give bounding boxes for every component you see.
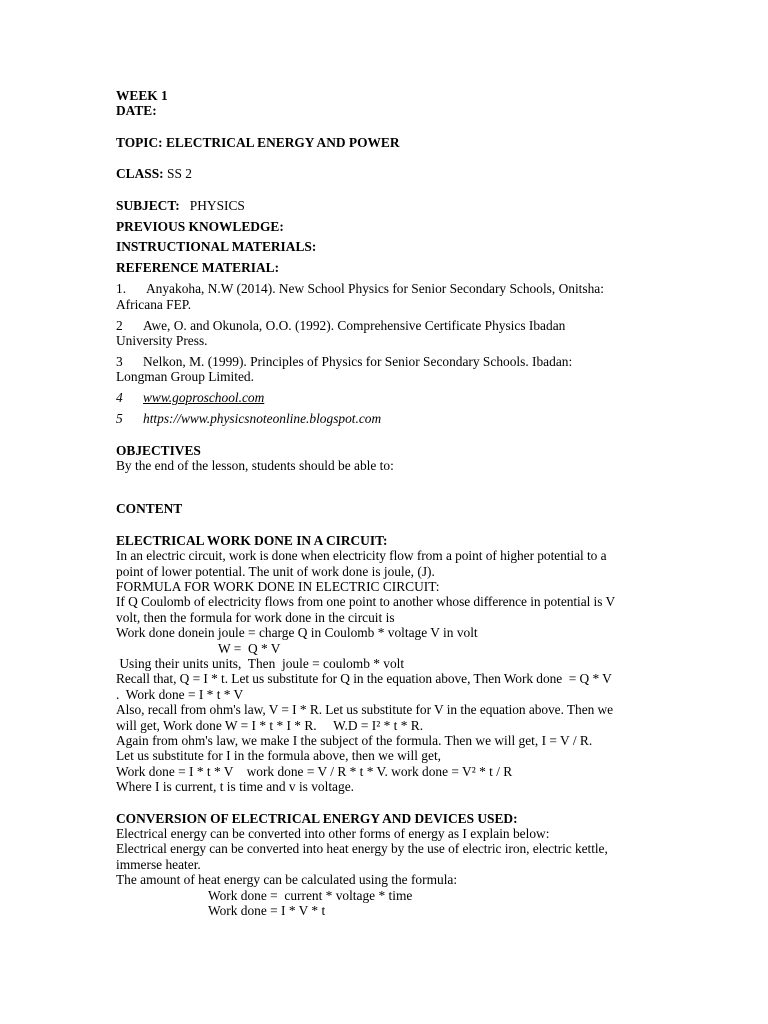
previous-knowledge-label: PREVIOUS KNOWLEDGE: bbox=[116, 218, 284, 234]
reference-text: Awe, O. and Okunola, O.O. (1992). Comprehensive Certificate Physics Ibadan bbox=[143, 317, 566, 333]
paragraph-line: point of lower potential. The unit of work done is joule, (J). bbox=[116, 563, 435, 579]
reference-text-continued: Africana FEP. bbox=[116, 296, 192, 312]
class-label: CLASS: bbox=[116, 166, 164, 182]
paragraph-line: Where I is current, t is time and v is voltage. bbox=[116, 779, 354, 795]
spacer bbox=[116, 473, 661, 501]
week-label: WEEK 1 bbox=[116, 88, 168, 103]
paragraph-line: Let us substitute for I in the formula above, then we will get, bbox=[116, 748, 442, 764]
paragraph-line: Electrical energy can be converted into other forms of energy as I explain below: bbox=[116, 826, 550, 842]
paragraph-line: will get, Work done W = I * t * I * R. W.D = I² * t * R. bbox=[116, 717, 424, 733]
spacer bbox=[116, 182, 661, 198]
reference-number: 5 bbox=[116, 411, 123, 427]
reference-item bbox=[116, 281, 661, 312]
topic-label: TOPIC: bbox=[116, 134, 163, 150]
formula-line: Work done = current * voltage * time bbox=[208, 887, 413, 903]
reference-link[interactable]: https://www.physicsnoteonline.blogspot.com bbox=[143, 411, 382, 427]
reference-text: Nelkon, M. (1999). Principles of Physics for Senior Secondary Schools. Ibadan: bbox=[143, 353, 573, 369]
topic-line bbox=[116, 135, 661, 150]
paragraph-line: FORMULA FOR WORK DONE IN ELECTRIC CIRCUIT: bbox=[116, 578, 440, 594]
formula-line: Work done = I * V * t bbox=[208, 903, 326, 919]
paragraph-line: immerse heater. bbox=[116, 856, 201, 872]
instructional-materials-label: INSTRUCTIONAL MATERIALS: bbox=[116, 239, 317, 255]
content-heading: CONTENT bbox=[116, 501, 183, 517]
reference-text-continued: University Press. bbox=[116, 332, 208, 348]
document-page bbox=[116, 88, 661, 918]
class-value: SS 2 bbox=[167, 166, 192, 182]
spacer bbox=[116, 119, 661, 135]
reference-item bbox=[116, 411, 661, 426]
paragraph-line: Electrical energy can be converted into heat energy by the use of electric iron, electric kettle, bbox=[116, 841, 608, 857]
paragraph-line: The amount of heat energy can be calculated using the formula: bbox=[116, 872, 458, 888]
reference-number: 4 bbox=[116, 390, 123, 406]
formula-line: W = Q * V bbox=[218, 640, 281, 656]
reference-number: 2 bbox=[116, 317, 123, 333]
paragraph-line: Again from ohm's law, we make I the subject of the formula. Then we will get, I = V / R. bbox=[116, 733, 593, 748]
objectives-intro: By the end of the lesson, students should be able to: bbox=[116, 457, 394, 473]
reference-number: 3 bbox=[116, 353, 123, 369]
reference-text-continued: Longman Group Limited. bbox=[116, 369, 254, 385]
paragraph-line: Using their units units, Then joule = coulomb * volt bbox=[116, 655, 405, 671]
reference-item bbox=[116, 390, 661, 405]
paragraph-line: Work done donein joule = charge Q in Coulomb * voltage V in volt bbox=[116, 625, 478, 641]
spacer bbox=[116, 795, 661, 811]
reference-number: 1. bbox=[116, 281, 127, 297]
class-line bbox=[116, 166, 661, 181]
objectives-heading: OBJECTIVES bbox=[116, 442, 201, 458]
date-label: DATE: bbox=[116, 103, 157, 119]
subject-line bbox=[116, 198, 661, 213]
subject-value: PHYSICS bbox=[189, 197, 245, 213]
subject-label: SUBJECT: bbox=[116, 197, 180, 213]
spacer bbox=[116, 427, 661, 443]
paragraph-line: Also, recall from ohm's law, V = I * R. Let us substitute for V in the equation above. Then we bbox=[116, 702, 614, 718]
reference-text: Anyakoha, N.W (2014). New School Physics for Senior Secondary Schools, Onitsha: bbox=[146, 281, 604, 297]
paragraph-line: volt, then the formula for work done in the circuit is bbox=[116, 609, 395, 625]
reference-link[interactable]: www.goproschool.com bbox=[143, 390, 265, 406]
topic-value: ELECTRICAL ENERGY AND POWER bbox=[166, 134, 400, 150]
reference-list bbox=[116, 281, 661, 426]
paragraph-line: In an electric circuit, work is done when electricity flow from a point of higher potential to a bbox=[116, 548, 607, 564]
paragraph-line: If Q Coulomb of electricity flows from one point to another whose difference in potential is V bbox=[116, 594, 616, 610]
spacer bbox=[116, 517, 661, 533]
reference-item bbox=[116, 354, 661, 385]
paragraph-line: Work done = I * t * V work done = V / R * t * V. work done = V² * t / R bbox=[116, 763, 513, 779]
reference-material-label: REFERENCE MATERIAL: bbox=[116, 260, 280, 276]
paragraph-line: . Work done = I * t * V bbox=[116, 686, 244, 702]
work-done-heading: ELECTRICAL WORK DONE IN A CIRCUIT: bbox=[116, 532, 388, 548]
spacer bbox=[116, 150, 661, 166]
conversion-heading: CONVERSION OF ELECTRICAL ENERGY AND DEVICES USED: bbox=[116, 810, 518, 826]
paragraph-line: Recall that, Q = I * t. Let us substitute for Q in the equation above, Then Work done = Q * V bbox=[116, 671, 612, 687]
reference-item bbox=[116, 318, 661, 349]
